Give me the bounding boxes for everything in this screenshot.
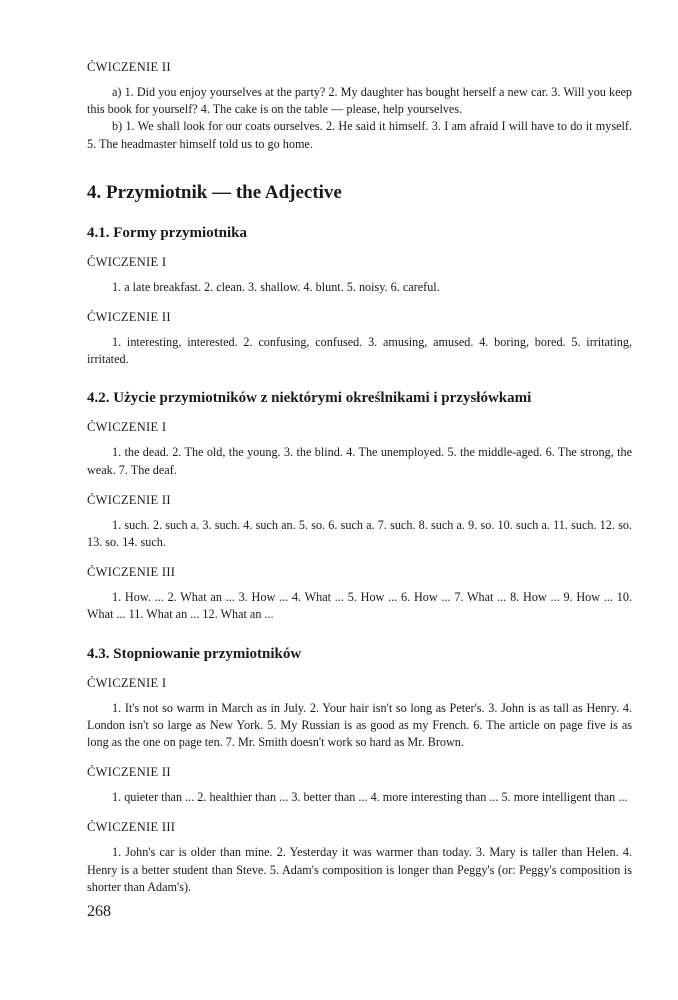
exercise-label: ĆWICZENIE III [87, 565, 176, 580]
exercise-4-2-ii [87, 493, 632, 551]
exercise-4-3-i [87, 676, 632, 752]
exercise-label: ĆWICZENIE I [87, 254, 167, 269]
exercise-label: ĆWICZENIE I [87, 420, 167, 435]
exercise-text: 1. the dead. 2. The old, the young. 3. the blind. 4. The unemployed. 5. the middle-aged. 6. The strong, the weak. 7. The deaf. [87, 445, 632, 477]
page-content [87, 60, 632, 910]
exercise-4-3-iii [87, 820, 632, 896]
exercise-text: 1. interesting, interested. 2. confusing, confused. 3. amusing, amused. 4. boring, bored. 5. irritating, irritated. [87, 335, 632, 367]
exercise-label: ĆWICZENIE III [87, 820, 176, 835]
exercise-4-1-i [87, 255, 632, 296]
section-title-4-3: 4.3. Stopniowanie przymiotników [87, 645, 302, 662]
exercise-4-2-i [87, 420, 632, 478]
exercise-label: ĆWICZENIE II [87, 492, 171, 507]
exercise-label: ĆWICZENIE II [87, 310, 171, 325]
exercise-text: 1. It's not so warm in March as in July. 2. Your hair isn't so long as Peter's. 3. John is as tall as Henry. 4. London isn't so large as New York. 5. My Russian is as good as my French. 6. The article on page five is as long as the one on page ten. 7. Mr. Smith doesn't work so hard as Mr. Brown. [87, 700, 632, 750]
exercise-label: ĆWICZENIE I [87, 675, 167, 690]
exercise-label: ĆWICZENIE II [87, 765, 171, 780]
exercise-4-2-iii [87, 565, 632, 623]
page-number: 268 [87, 903, 111, 920]
exercise-top [87, 60, 632, 153]
exercise-text: 1. a late breakfast. 2. clean. 3. shallow. 4. blunt. 5. noisy. 6. careful. [112, 279, 440, 294]
exercise-paragraph-a: a) 1. Did you enjoy yourselves at the party? 2. My daughter has bought herself a new car. 3. Will you keep this book for yourself? 4. The cake is on the table — please, help yourselves. [87, 85, 632, 117]
section-title-4-2: 4.2. Użycie przymiotników z niektórymi określnikami i przysłówkami [87, 390, 532, 407]
exercise-text: 1. quieter than ... 2. healthier than ... 3. better than ... 4. more interesting than ... 5. more intelligent than ... [112, 790, 628, 805]
exercise-text: 1. How. ... 2. What an ... 3. How ... 4. What ... 5. How ... 6. How ... 7. What ... 8. How ... 9. How ... 10. What ... 11. What an ... 12. What an ... [87, 590, 632, 622]
chapter-title: 4. Przymiotnik — the Adjective [87, 181, 342, 203]
section-title-4-1: 4.1. Formy przymiotnika [87, 224, 247, 241]
exercise-4-1-ii [87, 310, 632, 368]
exercise-text: 1. John's car is older than mine. 2. Yesterday it was warmer than today. 3. Mary is taller than Helen. 4. Henry is a better student than Steve. 5. Adam's composition is longer than Peggy's (or: Peggy's composition is shorter than Adam's). [87, 845, 632, 894]
exercise-paragraph-b: b) 1. We shall look for our coats ourselves. 2. He said it himself. 3. I am afraid I will have to do it myself. 5. The headmaster himself told us to go home. [87, 119, 632, 151]
exercise-text: 1. such. 2. such a. 3. such. 4. such an. 5. so. 6. such a. 7. such. 8. such a. 9. so. 10. such a. 11. such. 12. so. 13. so. 14. such. [87, 517, 632, 550]
exercise-4-3-ii [87, 765, 632, 806]
exercise-label: ĆWICZENIE II [87, 60, 171, 74]
